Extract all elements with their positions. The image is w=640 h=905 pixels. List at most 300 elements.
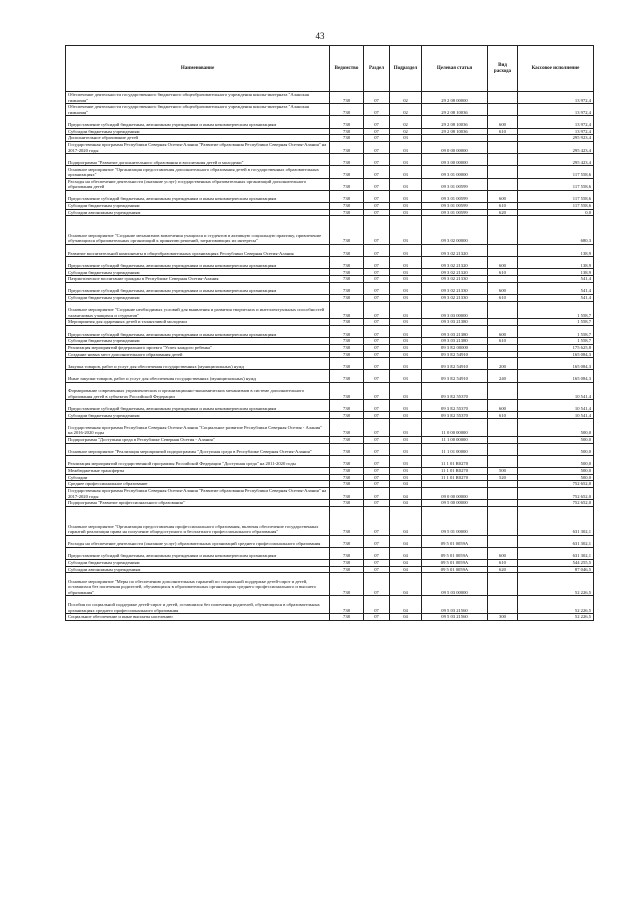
cell-target-article: 09 5 03 00000 xyxy=(422,573,488,596)
cell-expense-type: 520 xyxy=(488,474,518,481)
cell-department: 738 xyxy=(330,481,364,488)
table-row xyxy=(66,566,594,573)
cell-target-article: 09 3 01 00599 xyxy=(422,209,488,216)
cell-target-article: 09 3 Е2 54910 xyxy=(422,358,488,370)
cell-target-article: 09 3 02 21330 xyxy=(422,282,488,294)
cell-name: Субсидии xyxy=(66,474,330,481)
table-row xyxy=(66,338,594,345)
cell-expense-type xyxy=(488,481,518,488)
cell-target-article: 09 3 03 21380 xyxy=(422,325,488,337)
cell-cash-execution: 10 541,4 xyxy=(518,412,594,419)
table-row xyxy=(66,436,594,443)
cell-name: Субсидии автономным учреждениям xyxy=(66,209,330,216)
cell-target-article: 11 1 01 R0270 xyxy=(422,474,488,481)
cell-name: Субсидии бюджетным учреждениям xyxy=(66,559,330,566)
cell-name: Государственная программа Республики Северная Осетия-Алания "Развитие образования Республики Северная Осетия-Алания" на 2017-2020 годы xyxy=(66,487,330,499)
cell-subsection: 03 xyxy=(390,141,422,153)
cell-name: Обеспечение деятельности государственного бюджетного общеобразовательного учреждения школы-интерната "Аланская гимназия" xyxy=(66,104,330,116)
cell-subsection: 03 xyxy=(390,282,422,294)
cell-section: 07 xyxy=(364,481,390,488)
table-row xyxy=(66,202,594,209)
cell-department: 738 xyxy=(330,500,364,507)
cell-subsection: 03 xyxy=(390,166,422,178)
cell-section: 07 xyxy=(364,614,390,621)
cell-name: Субсидии бюджетным учреждениям xyxy=(66,338,330,345)
cell-expense-type: 600 xyxy=(488,257,518,269)
cell-section: 07 xyxy=(364,351,390,358)
cell-name: Реализация мероприятий федерального проекта "Успех каждого ребенка" xyxy=(66,344,330,351)
cell-cash-execution: 165 084,3 xyxy=(518,351,594,358)
cell-name: Мероприятия для одаренных детей и талантливой молодежи xyxy=(66,319,330,326)
cell-target-article: 09 3 Е2 00000 xyxy=(422,344,488,351)
cell-section: 07 xyxy=(364,154,390,166)
cell-subsection: 03 xyxy=(390,382,422,400)
cell-cash-execution: 295 423,4 xyxy=(518,154,594,166)
cell-target-article: 09 3 02 21320 xyxy=(422,257,488,269)
table-row xyxy=(66,500,594,507)
cell-department: 738 xyxy=(330,257,364,269)
cell-section: 07 xyxy=(364,319,390,326)
cell-subsection: 04 xyxy=(390,596,422,614)
table-row xyxy=(66,166,594,178)
cell-expense-type xyxy=(488,455,518,467)
cell-target-article: 09 5 03 21560 xyxy=(422,614,488,621)
cell-section: 07 xyxy=(364,338,390,345)
cell-subsection: 03 xyxy=(390,190,422,202)
cell-expense-type: 600 xyxy=(488,190,518,202)
cell-expense-type xyxy=(488,244,518,256)
cell-name: Реализация мероприятий государственной программы Российской Федерации "Доступная среда" на 2011-2020 годы xyxy=(66,455,330,467)
cell-subsection: 04 xyxy=(390,506,422,535)
cell-target-article: 11 1 01 R0270 xyxy=(422,467,488,474)
table-row xyxy=(66,596,594,614)
cell-target-article: 11 1 00 00000 xyxy=(422,436,488,443)
cell-cash-execution: 165 084,3 xyxy=(518,358,594,370)
cell-target-article: 09 3 Е2 54910 xyxy=(422,370,488,382)
table-row xyxy=(66,481,594,488)
cell-target-article: 09 3 Е2 55370 xyxy=(422,382,488,400)
cell-target-article: 09 3 03 21380 xyxy=(422,338,488,345)
cell-cash-execution: 117 558,6 xyxy=(518,202,594,209)
cell-expense-type: 600 xyxy=(488,116,518,128)
cell-expense-type xyxy=(488,344,518,351)
cell-department: 738 xyxy=(330,135,364,142)
cell-department: 738 xyxy=(330,474,364,481)
table-row xyxy=(66,128,594,135)
cell-name: Расходы на обеспечение деятельности (оказание услуг) образовательных организаций среднего профессионального образования xyxy=(66,535,330,547)
cell-department: 738 xyxy=(330,301,364,319)
cell-department: 738 xyxy=(330,166,364,178)
cell-section: 07 xyxy=(364,467,390,474)
cell-cash-execution: 500,0 xyxy=(518,436,594,443)
cell-name: Субсидии бюджетным учреждениям xyxy=(66,269,330,276)
cell-section: 07 xyxy=(364,566,390,573)
cell-department: 738 xyxy=(330,190,364,202)
cell-name: Субсидии бюджетным учреждениям xyxy=(66,294,330,301)
cell-department: 738 xyxy=(330,282,364,294)
cell-subsection: 04 xyxy=(390,487,422,499)
cell-cash-execution: 1 558,7 xyxy=(518,301,594,319)
cell-department: 738 xyxy=(330,535,364,547)
cell-department: 738 xyxy=(330,92,364,104)
cell-section: 07 xyxy=(364,135,390,142)
cell-section: 07 xyxy=(364,370,390,382)
cell-name: Субсидии бюджетным учреждениям xyxy=(66,128,330,135)
cell-target-article: 09 3 Е2 55370 xyxy=(422,400,488,412)
table-row xyxy=(66,474,594,481)
cell-expense-type xyxy=(488,436,518,443)
cell-expense-type xyxy=(488,596,518,614)
cell-expense-type xyxy=(488,319,518,326)
table-row xyxy=(66,614,594,621)
cell-subsection: 04 xyxy=(390,481,422,488)
cell-target-article: 11 0 00 00000 xyxy=(422,419,488,437)
cell-target-article: 09 3 Е2 55370 xyxy=(422,412,488,419)
cell-subsection: 04 xyxy=(390,559,422,566)
cell-subsection: 03 xyxy=(390,400,422,412)
cell-subsection: 02 xyxy=(390,92,422,104)
table-row xyxy=(66,92,594,104)
header-section: Раздел xyxy=(364,46,390,92)
table-row xyxy=(66,178,594,190)
cell-section: 07 xyxy=(364,412,390,419)
cell-department: 738 xyxy=(330,419,364,437)
cell-expense-type: 610 xyxy=(488,269,518,276)
cell-expense-type: 600 xyxy=(488,547,518,559)
cell-cash-execution: 13 972,4 xyxy=(518,92,594,104)
table-row xyxy=(66,190,594,202)
cell-section: 07 xyxy=(364,244,390,256)
cell-target-article: 09 5 01 00000 xyxy=(422,506,488,535)
cell-expense-type xyxy=(488,104,518,116)
table-row xyxy=(66,382,594,400)
cell-expense-type xyxy=(488,178,518,190)
cell-section: 07 xyxy=(364,116,390,128)
cell-name: Субсидии бюджетным учреждениям xyxy=(66,412,330,419)
cell-cash-execution: 631 302,1 xyxy=(518,547,594,559)
cell-target-article: 09 3 02 21320 xyxy=(422,269,488,276)
cell-cash-execution: 500,0 xyxy=(518,443,594,455)
cell-expense-type xyxy=(488,135,518,142)
table-row xyxy=(66,358,594,370)
header-department: Ведомство xyxy=(330,46,364,92)
cell-cash-execution: 752 652,0 xyxy=(518,481,594,488)
cell-name: Социальное обеспечение и иные выплаты населению xyxy=(66,614,330,621)
cell-expense-type: 610 xyxy=(488,294,518,301)
cell-expense-type xyxy=(488,141,518,153)
cell-subsection: 03 xyxy=(390,344,422,351)
cell-expense-type xyxy=(488,506,518,535)
cell-subsection: 03 xyxy=(390,135,422,142)
cell-department: 738 xyxy=(330,269,364,276)
cell-expense-type xyxy=(488,443,518,455)
cell-cash-execution: 13 972,4 xyxy=(518,128,594,135)
cell-name: Патриотическое воспитание граждан в Республике Северная Осетия-Алания xyxy=(66,276,330,283)
cell-name: Межбюджетные трансферты xyxy=(66,467,330,474)
cell-name: Субсидии бюджетным учреждениям xyxy=(66,202,330,209)
cell-department: 738 xyxy=(330,382,364,400)
cell-name: Предоставление субсидий бюджетным, автономным учреждениям и иным некоммерческим организациям xyxy=(66,400,330,412)
cell-expense-type: 600 xyxy=(488,282,518,294)
cell-section: 07 xyxy=(364,301,390,319)
cell-cash-execution: 175 625,8 xyxy=(518,344,594,351)
cell-cash-execution: 541,4 xyxy=(518,294,594,301)
cell-section: 07 xyxy=(364,294,390,301)
cell-department: 738 xyxy=(330,351,364,358)
header-target-article: Целевая статья xyxy=(422,46,488,92)
cell-target-article: 09 3 01 00599 xyxy=(422,190,488,202)
cell-target-article: 09 3 03 21380 xyxy=(422,319,488,326)
cell-department: 738 xyxy=(330,412,364,419)
cell-subsection: 03 xyxy=(390,269,422,276)
cell-expense-type xyxy=(488,216,518,245)
cell-target-article: 09 0 00 00000 xyxy=(422,141,488,153)
cell-subsection: 03 xyxy=(390,244,422,256)
cell-subsection: 03 xyxy=(390,419,422,437)
table-row xyxy=(66,116,594,128)
cell-target-article: 09 3 03 00000 xyxy=(422,301,488,319)
cell-department: 738 xyxy=(330,216,364,245)
cell-target-article: 09 3 01 00599 xyxy=(422,202,488,209)
cell-department: 738 xyxy=(330,319,364,326)
table-row xyxy=(66,301,594,319)
cell-subsection: 02 xyxy=(390,104,422,116)
cell-cash-execution: 631 302,1 xyxy=(518,506,594,535)
cell-subsection: 03 xyxy=(390,474,422,481)
cell-cash-execution: 10 541,4 xyxy=(518,382,594,400)
cell-target-article: 09 3 00 00000 xyxy=(422,154,488,166)
cell-name: Среднее профессиональное образование xyxy=(66,481,330,488)
table-row xyxy=(66,535,594,547)
table-row xyxy=(66,455,594,467)
cell-expense-type xyxy=(488,301,518,319)
cell-target-article: 09 5 01 0059А xyxy=(422,535,488,547)
cell-subsection: 04 xyxy=(390,547,422,559)
cell-cash-execution: 87 046,5 xyxy=(518,566,594,573)
table-row xyxy=(66,257,594,269)
cell-target-article: 09 5 01 0059А xyxy=(422,566,488,573)
cell-section: 07 xyxy=(364,455,390,467)
cell-cash-execution: 117 558,6 xyxy=(518,166,594,178)
cell-section: 07 xyxy=(364,419,390,437)
cell-target-article: 09 3 01 00599 xyxy=(422,178,488,190)
cell-cash-execution: 631 302,1 xyxy=(518,535,594,547)
cell-department: 738 xyxy=(330,436,364,443)
table-row xyxy=(66,294,594,301)
table-row xyxy=(66,412,594,419)
cell-section: 07 xyxy=(364,166,390,178)
cell-subsection: 03 xyxy=(390,276,422,283)
table-row xyxy=(66,209,594,216)
cell-expense-type: 600 xyxy=(488,325,518,337)
cell-subsection: 03 xyxy=(390,338,422,345)
cell-subsection: 03 xyxy=(390,257,422,269)
cell-expense-type: 500 xyxy=(488,467,518,474)
cell-section: 07 xyxy=(364,573,390,596)
cell-cash-execution: 138,9 xyxy=(518,269,594,276)
cell-department: 738 xyxy=(330,128,364,135)
cell-name: Предоставление субсидий бюджетным, автономным учреждениям и иным некоммерческим организациям xyxy=(66,116,330,128)
table-row xyxy=(66,443,594,455)
cell-cash-execution: 500,0 xyxy=(518,419,594,437)
cell-cash-execution: 117 558,6 xyxy=(518,190,594,202)
cell-expense-type xyxy=(488,419,518,437)
cell-section: 07 xyxy=(364,559,390,566)
cell-section: 07 xyxy=(364,596,390,614)
cell-section: 07 xyxy=(364,436,390,443)
header-subsection: Подраздел xyxy=(390,46,422,92)
cell-section: 07 xyxy=(364,104,390,116)
cell-department: 738 xyxy=(330,141,364,153)
cell-department: 738 xyxy=(330,244,364,256)
table-row xyxy=(66,216,594,245)
cell-department: 738 xyxy=(330,566,364,573)
cell-name: Создание новых мест дополнительного образования детей xyxy=(66,351,330,358)
cell-subsection: 03 xyxy=(390,216,422,245)
cell-department: 738 xyxy=(330,370,364,382)
cell-department: 738 xyxy=(330,154,364,166)
cell-cash-execution: 500,0 xyxy=(518,474,594,481)
cell-department: 738 xyxy=(330,358,364,370)
table-row xyxy=(66,344,594,351)
cell-department: 738 xyxy=(330,344,364,351)
cell-expense-type: 610 xyxy=(488,559,518,566)
cell-section: 07 xyxy=(364,506,390,535)
cell-subsection: 04 xyxy=(390,614,422,621)
cell-cash-execution: 500,0 xyxy=(518,455,594,467)
cell-section: 07 xyxy=(364,474,390,481)
cell-department: 738 xyxy=(330,202,364,209)
cell-subsection: 03 xyxy=(390,202,422,209)
cell-cash-execution: 13 972,4 xyxy=(518,104,594,116)
cell-target-article: 09 5 03 21560 xyxy=(422,596,488,614)
cell-cash-execution: 1 558,7 xyxy=(518,319,594,326)
table-row xyxy=(66,319,594,326)
cell-target-article: 09 5 01 0059А xyxy=(422,559,488,566)
cell-cash-execution: 1 558,7 xyxy=(518,338,594,345)
cell-subsection: 03 xyxy=(390,443,422,455)
table-row xyxy=(66,276,594,283)
cell-subsection: 04 xyxy=(390,573,422,596)
cell-name: Основное мероприятие "Организация предоставления дополнительного образования детей в государственных образовательных организациях" xyxy=(66,166,330,178)
cell-subsection: 03 xyxy=(390,358,422,370)
cell-target-article: 29 2 08 10036 xyxy=(422,128,488,135)
cell-cash-execution: 10 541,4 xyxy=(518,400,594,412)
cell-target-article: 09 3 02 21330 xyxy=(422,276,488,283)
cell-department: 738 xyxy=(330,614,364,621)
cell-target-article xyxy=(422,135,488,142)
cell-cash-execution: 752 652,0 xyxy=(518,487,594,499)
cell-subsection: 03 xyxy=(390,455,422,467)
cell-name: Основное мероприятие "Организация предоставления профессионального образования, включая обеспечение государственных гарантий реализации права на получение общедоступного и бесплатного профессионального образования" xyxy=(66,506,330,535)
cell-name: Пособия по социальной поддержке детей-сирот и детей, оставшихся без попечения родителей, обучающихся в образовательных организациях среднего профессионального образования xyxy=(66,596,330,614)
cell-department: 738 xyxy=(330,467,364,474)
cell-department: 738 xyxy=(330,209,364,216)
cell-name: Государственная программа Республики Северная Осетия-Алания "Развитие образования Республики Северная Осетия-Алания" на 2017-2020 годы xyxy=(66,141,330,153)
cell-department: 738 xyxy=(330,400,364,412)
cell-name: Подпрограмма "Развитие профессионального образования" xyxy=(66,500,330,507)
cell-target-article: 09 3 Е2 54910 xyxy=(422,351,488,358)
cell-expense-type xyxy=(488,535,518,547)
cell-expense-type: 620 xyxy=(488,209,518,216)
cell-name: Закупка товаров, работ и услуг для обеспечения государственных (муниципальных) нужд xyxy=(66,358,330,370)
cell-name: Расходы на обеспечение деятельности (оказание услуг) государственных образовательных организаций дополнительного образования детей xyxy=(66,178,330,190)
table-row xyxy=(66,487,594,499)
cell-expense-type xyxy=(488,166,518,178)
table-row xyxy=(66,506,594,535)
cell-expense-type: 600 xyxy=(488,400,518,412)
cell-cash-execution: 165 084,3 xyxy=(518,370,594,382)
page-number: 43 xyxy=(315,31,325,41)
table-row xyxy=(66,269,594,276)
cell-cash-execution: 138,9 xyxy=(518,257,594,269)
cell-section: 07 xyxy=(364,344,390,351)
cell-cash-execution: 1 558,7 xyxy=(518,325,594,337)
cell-department: 738 xyxy=(330,104,364,116)
table-row xyxy=(66,325,594,337)
cell-target-article: 29 2 08 10036 xyxy=(422,116,488,128)
cell-name: Дополнительное образование детей xyxy=(66,135,330,142)
cell-subsection: 03 xyxy=(390,436,422,443)
table-row xyxy=(66,282,594,294)
cell-cash-execution: 752 652,0 xyxy=(518,500,594,507)
cell-department: 738 xyxy=(330,178,364,190)
cell-name: Предоставление субсидий бюджетным, автономным учреждениям и иным некоммерческим организациям xyxy=(66,282,330,294)
table-row xyxy=(66,244,594,256)
cell-section: 07 xyxy=(364,276,390,283)
cell-section: 07 xyxy=(364,257,390,269)
cell-target-article: 09 0 00 00000 xyxy=(422,487,488,499)
cell-department: 738 xyxy=(330,338,364,345)
header-cash-execution: Кассовое исполнение xyxy=(518,46,594,92)
table-row xyxy=(66,154,594,166)
cell-cash-execution: 0,0 xyxy=(518,209,594,216)
table-row xyxy=(66,467,594,474)
cell-target-article: 09 3 02 21320 xyxy=(422,244,488,256)
cell-expense-type: 610 xyxy=(488,128,518,135)
cell-name: Подпрограмма "Развитие дополнительного образования и воспитания детей и молодежи" xyxy=(66,154,330,166)
table-row xyxy=(66,135,594,142)
table-header-row xyxy=(66,46,594,92)
cell-section: 07 xyxy=(364,128,390,135)
cell-section: 07 xyxy=(364,178,390,190)
cell-department: 738 xyxy=(330,325,364,337)
cell-cash-execution: 295 423,4 xyxy=(518,141,594,153)
cell-expense-type: 300 xyxy=(488,614,518,621)
cell-cash-execution: 117 558,6 xyxy=(518,178,594,190)
cell-department: 738 xyxy=(330,443,364,455)
cell-name: Подпрограмма "Доступная среда в Республике Северная Осетия - Алания" xyxy=(66,436,330,443)
cell-department: 738 xyxy=(330,116,364,128)
cell-subsection: 03 xyxy=(390,370,422,382)
cell-subsection: 04 xyxy=(390,535,422,547)
cell-department: 738 xyxy=(330,455,364,467)
cell-cash-execution: 295 923,4 xyxy=(518,135,594,142)
cell-subsection: 02 xyxy=(390,116,422,128)
cell-expense-type: 620 xyxy=(488,566,518,573)
cell-name: Основное мероприятие "Меры по обеспечению дополнительных гарантий по социальной поддержке детей-сирот и детей, оставшихся без попечения родителей, обучающихся в образовательных организациях среднего профессионального и высшего образования" xyxy=(66,573,330,596)
cell-department: 738 xyxy=(330,506,364,535)
cell-department: 738 xyxy=(330,547,364,559)
table-row xyxy=(66,351,594,358)
cell-target-article: 09 5 01 0059А xyxy=(422,547,488,559)
cell-subsection: 03 xyxy=(390,325,422,337)
cell-department: 738 xyxy=(330,559,364,566)
cell-section: 07 xyxy=(364,216,390,245)
cell-name: Субсидии автономным учреждениям xyxy=(66,566,330,573)
cell-section: 07 xyxy=(364,358,390,370)
cell-cash-execution: 52 226,5 xyxy=(518,573,594,596)
